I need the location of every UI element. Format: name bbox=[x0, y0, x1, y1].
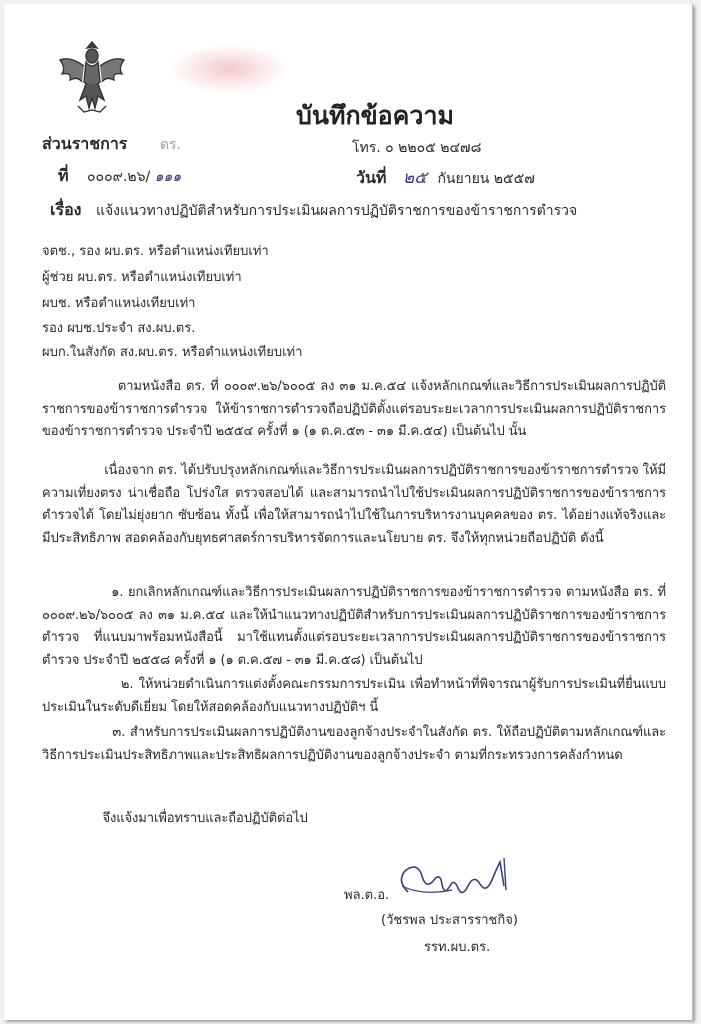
subject-label: เรื่อง bbox=[50, 200, 82, 219]
reference-line bbox=[58, 164, 181, 189]
memo-page bbox=[4, 4, 693, 1020]
recipient-1: จตช., รอง ผบ.ตร. หรือตำแหน่งเทียบเท่า bbox=[42, 244, 269, 259]
date-line bbox=[356, 164, 535, 191]
date-day-handwritten: ๒๕ bbox=[402, 168, 427, 188]
redaction-blur bbox=[169, 44, 289, 94]
agency-label: ส่วนราชการ bbox=[42, 134, 128, 153]
signatory-name: (วัชรพล ประสารราชกิจ) bbox=[381, 913, 518, 928]
body-paragraph-5: ๓. สำหรับการประเมินผลการปฏิบัติงานของลูกจ้างประจำในสังกัด ตร. ให้ถือปฏิบัติตามหลักเกณฑ์และวิธีการประเมินประสิทธิภาพและประสิทธิผลการปฏิบัติงานของลูกจ้างประจำ ตามที่กระทรวงการคลังกำหนด bbox=[42, 725, 666, 763]
reference-value: ๐๐๐๙.๒๖/ bbox=[87, 169, 151, 185]
recipient-3: ผบช. หรือตำแหน่งเทียบเท่า bbox=[42, 296, 196, 311]
agency-line bbox=[42, 132, 181, 157]
subject-line bbox=[50, 198, 577, 223]
reference-handwritten: ๑๑๑ bbox=[154, 169, 182, 185]
agency-value: ตร. bbox=[159, 137, 181, 153]
date-month-year: กันยายน ๒๕๕๗ bbox=[437, 171, 535, 187]
signatory-position: รรท.ผบ.ตร. bbox=[424, 940, 491, 955]
recipient-2: ผู้ช่วย ผบ.ตร. หรือตำแหน่งเทียบเท่า bbox=[42, 270, 242, 285]
document-title: บันทึกข้อความ bbox=[296, 101, 454, 130]
recipient-4: รอง ผบช.ประจำ สง.ผบ.ตร. bbox=[42, 321, 196, 336]
date-label: วันที่ bbox=[356, 168, 387, 187]
subject-value: แจ้งแนวทางปฏิบัติสำหรับการประเมินผลการปฏิบัติราชการของข้าราชการตำรวจ bbox=[95, 203, 578, 219]
garuda-emblem-icon bbox=[56, 38, 128, 118]
signatory-rank: พล.ต.อ. bbox=[344, 888, 390, 903]
closing-line: จึงแจ้งมาเพื่อทราบและถือปฏิบัติต่อไป bbox=[42, 811, 308, 826]
handwritten-signature bbox=[392, 850, 524, 910]
body-paragraph-3: ๑. ยกเลิกหลักเกณฑ์และวิธีการประเมินผลการปฏิบัติราชการของข้าราชการตำรวจ ตามหนังสือ ตร. ที่ ๐๐๐๙.๒๖/๖๐๐๕ ลง ๓๑ ม.ค.๕๔ และให้นำแนวทางปฏิบัติสำหรับการประเมินผลการปฏิบัติราชการของข้าราชการตำรวจ ที่แนบมาพร้อมหนังสือนี้ มาใช้แทนตั้งแต่รอบระยะเวลาการประเมินผลการปฏิบัติราชการของข้าราชการตำรวจ ประจำปี ๒๕๕๘ ครั้งที่ ๑ (๑ ต.ค.๕๗ - ๓๑ มี.ค.๕๘) เป็นต้นไป bbox=[42, 585, 671, 668]
recipient-5: ผบก.ในสังกัด สง.ผบ.ตร. หรือตำแหน่งเทียบเท่า bbox=[42, 345, 303, 360]
body-paragraph-4: ๒. ให้หน่วยดำเนินการแต่งตั้งคณะกรรมการประเมิน เพื่อทำหน้าที่พิจารณาผู้รับการประเมินที่ยื่นแบบประเมินในระดับดีเยี่ยม โดยให้สอดคล้องกับแนวทางปฏิบัติฯ นี้ bbox=[42, 677, 666, 715]
reference-label: ที่ bbox=[58, 166, 69, 185]
body-paragraph-1: ตามหนังสือ ตร. ที่ ๐๐๐๙.๒๖/๖๐๐๕ ลง ๓๑ ม.ค.๕๔ แจ้งหลักเกณฑ์และวิธีการประเมินผลการปฏิบัติราชการของข้าราชการตำรวจ ให้ข้าราชการตำรวจถือปฏิบัติตั้งแต่รอบระยะเวลาการประเมินผลการปฏิบัติราชการของข้าราชการตำรวจ ประจำปี ๒๕๕๔ ครั้งที่ ๑ (๑ ต.ค.๕๓ - ๓๑ มี.ค.๕๔) เป็นต้นไป นั้น bbox=[42, 379, 666, 440]
body-paragraph-2: เนื่องจาก ตร. ได้ปรับปรุงหลักเกณฑ์และวิธีการประเมินผลการปฏิบัติราชการของข้าราชการตำรวจ ให้มีความเที่ยงตรง น่าเชื่อถือ โปร่งใส ตรวจสอบได้ และสามารถนำไปใช้ประเมินผลการปฏิบัติราชการของข้าราชการตำรวจได้ โดยไม่ยุ่งยาก ซับซ้อน ทั้งนี้ เพื่อให้สามารถนำไปใช้ในการบริหารงานบุคคลของ ตร. ได้อย่างแท้จริงและมีประสิทธิภาพ สอดคล้องกับยุทธศาสตร์การบริหารจัดการและนโยบาย ตร. จึงให้ทุกหน่วยถือปฏิบัติ ดังนี้ bbox=[42, 463, 666, 546]
phone-number: โทร. ๐ ๒๒๐๕ ๒๔๗๘ bbox=[352, 140, 482, 156]
